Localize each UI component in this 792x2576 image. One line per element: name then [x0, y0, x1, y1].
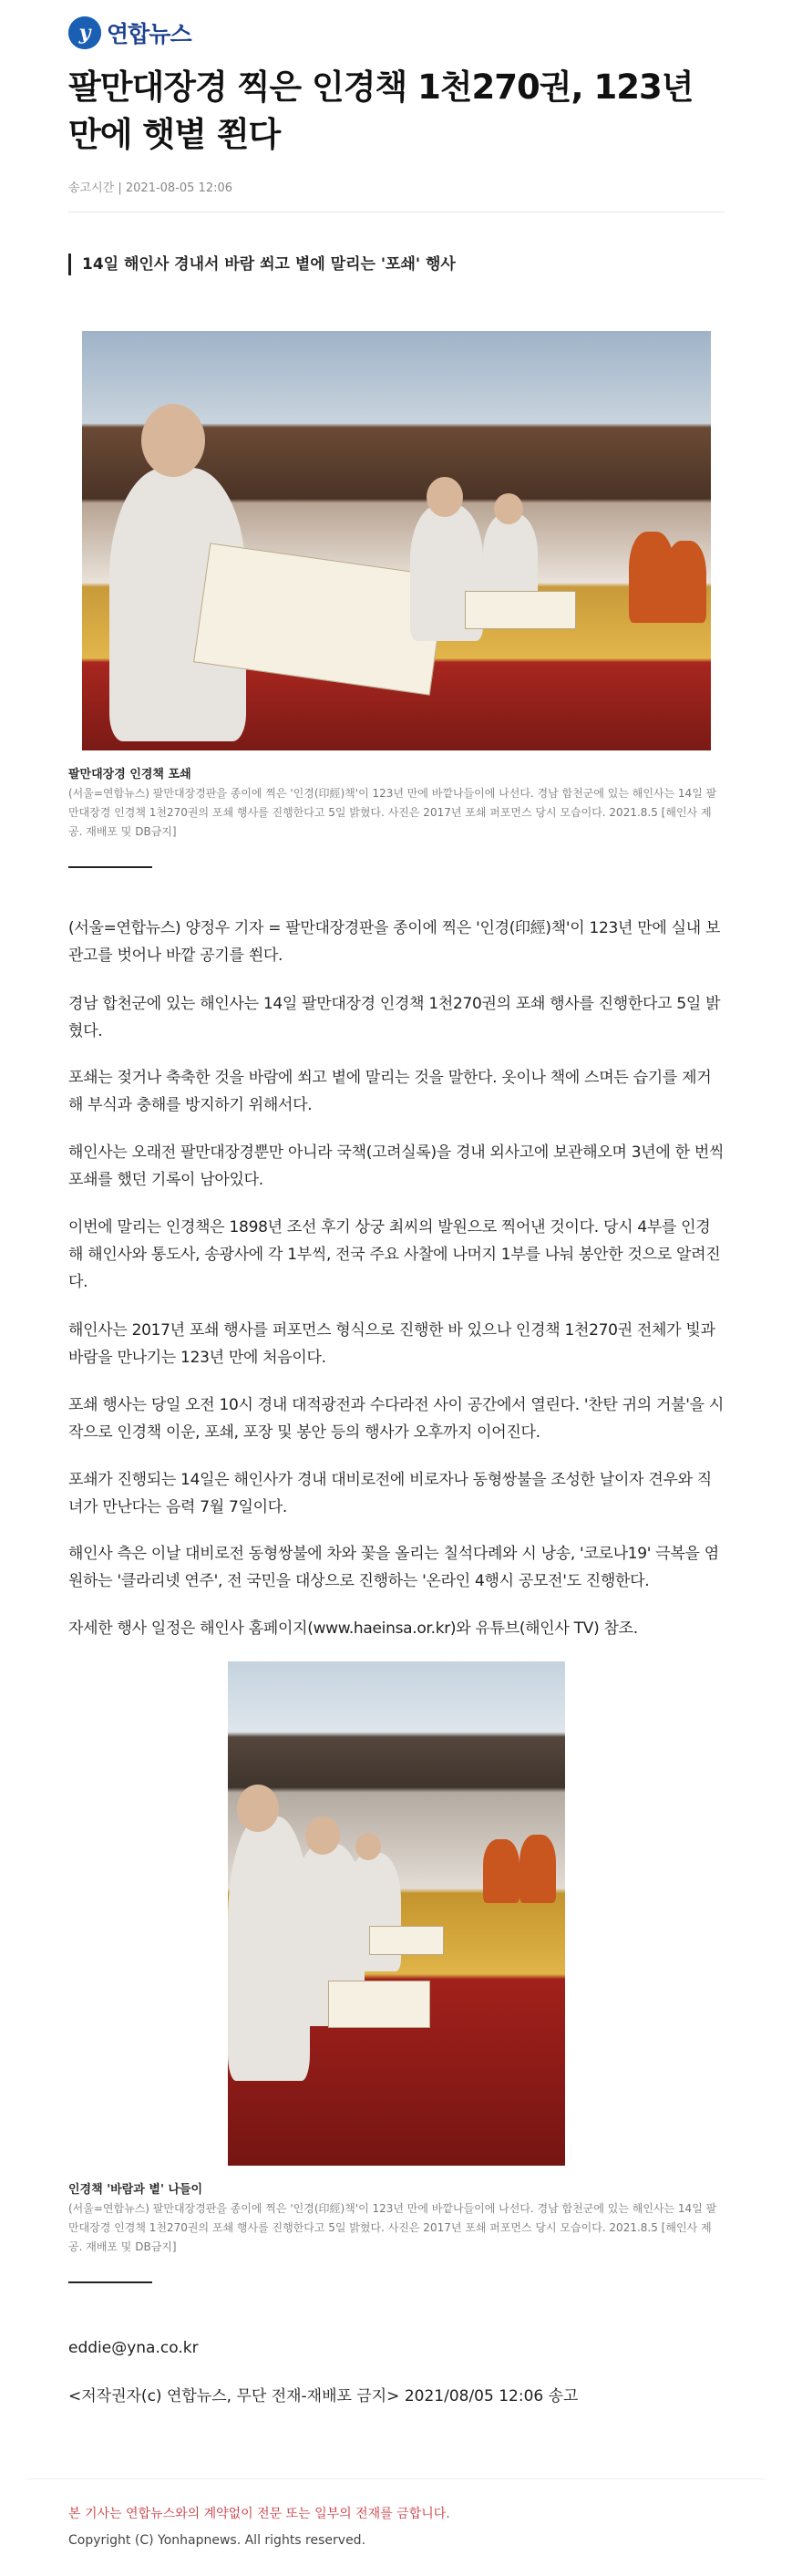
footer-divider [27, 2478, 765, 2479]
article-paragraph: 해인사 측은 이날 대비로전 동형쌍불에 차와 꽃을 올리는 칠석다례와 시 낭송, '코로나19' 극복을 염원하는 '클라리넷 연주', 전 국민을 대상으로 진행하는 '온라인 4행시 공모전'도 진행한다. [68, 1545, 719, 1590]
monk-figure [494, 493, 523, 524]
article-paragraph: 해인사는 2017년 포쇄 행사를 퍼포먼스 형식으로 진행한 바 있으나 인경책 1천270권 전체가 빛과 바람을 만나기는 123년 만에 처음이다. [68, 1321, 715, 1367]
article-photo-2[interactable] [228, 1661, 565, 2166]
article-paragraph: 이번에 말리는 인경책은 1898년 조선 후기 상궁 최씨의 발원으로 찍어낸 것이다. 당시 4부를 인경해 해인사와 통도사, 송광사에 각 1부씩, 전국 주요 사찰에 나머지 1부를 나눠 봉안한 것으로 알려진다. [68, 1218, 721, 1291]
svg-text:y: y [78, 21, 91, 45]
caption-divider [68, 2281, 152, 2283]
photo-1-caption-text: (서울=연합뉴스) 팔만대장경판을 종이에 찍은 '인경(印經)책'이 123년 만에 바깥나들이에 나선다. 경남 합천군에 있는 해인사는 14일 팔만대장경 인경책 1천270권의 포쇄 행사를 진행한다고 5일 밝혔다. 사진은 2017년 포쇄 퍼포먼스 당시 모습이다. 2021.8.5 [해인사 제공. 재배포 및 DB금지] [68, 787, 717, 838]
article-paragraph: 자세한 행사 일정은 해인사 홈페이지(www.haeinsa.or.kr)와 유튜브(해인사 TV) 참조. [68, 1619, 638, 1638]
reporter-email[interactable]: eddie@yna.co.kr [68, 2339, 199, 2357]
caption-divider [68, 866, 152, 868]
footer-warning: 본 기사는 연합뉴스와의 계약없이 전문 또는 일부의 전재를 금합니다. [68, 2507, 450, 2521]
footer-copyright: Copyright (C) Yonhapnews. All rights reserved. [68, 2533, 366, 2548]
monk-figure [427, 477, 463, 517]
publish-time: 송고시간 | 2021-08-05 12:06 [68, 181, 233, 195]
monk-figure [305, 1816, 340, 1855]
article-subheading: 14일 해인사 경내서 바람 쐬고 볕에 말리는 '포쇄' 행사 [68, 253, 738, 275]
article-copyright: <저작권자(c) 연합뉴스, 무단 전재-재배포 금지> 2021/08/05 12:06 송고 [68, 2387, 579, 2405]
brand-name: 연합뉴스 [107, 21, 191, 47]
article-paragraph: 해인사는 오래전 팔만대장경뿐만 아니라 국책(고려실록)을 경내 외사고에 보관해오며 3년에 한 번씩 포쇄를 했던 기록이 남아있다. [68, 1143, 725, 1189]
monk-figure [355, 1833, 381, 1860]
yonhap-logo-icon [68, 16, 101, 49]
article-paragraph: 포쇄는 젖거나 축축한 것을 바람에 쐬고 볕에 말리는 것을 말한다. 옷이나 책에 스며든 습기를 제거해 부식과 충해를 방지하기 위해서다. [68, 1069, 712, 1114]
photo-2-caption-title: 인경책 '바람과 볕' 나들이 [68, 2183, 203, 2197]
article-paragraph: 경남 합천군에 있는 해인사는 14일 팔만대장경 인경책 1천270권의 포쇄 행사를 진행한다고 5일 밝혔다. [68, 995, 721, 1040]
monk-figure [519, 1835, 556, 1903]
sutra-book [465, 591, 576, 629]
article-photo-1[interactable] [82, 331, 711, 750]
monk-figure [237, 1785, 279, 1832]
article-paragraph: 포쇄 행사는 당일 오전 10시 경내 대적광전과 수다라전 사이 공간에서 열린다. '찬탄 귀의 거불'을 시작으로 인경책 이운, 포쇄, 포장 및 봉안 등의 행사가 오후까지 이어진다. [68, 1396, 724, 1442]
sutra-book [328, 1981, 430, 2028]
article-paragraph: (서울=연합뉴스) 양정우 기자 = 팔만대장경판을 종이에 찍은 '인경(印經)책'이 123년 만에 실내 보관고를 벗어나 바깥 공기를 쐰다. [68, 919, 721, 965]
monk-figure [665, 541, 706, 623]
photo-1-caption-title: 팔만대장경 인경책 포쇄 [68, 768, 191, 781]
article-headline: 팔만대장경 찍은 인경책 1천270권, 123년만에 햇볕 쬔다 [68, 67, 694, 154]
monk-figure [483, 1839, 519, 1903]
sutra-book [369, 1926, 444, 1955]
monk-figure [141, 404, 205, 477]
brand-logo[interactable] [68, 16, 191, 49]
photo-2-caption-text: (서울=연합뉴스) 팔만대장경판을 종이에 찍은 '인경(印經)책'이 123년 만에 바깥나들이에 나선다. 경남 합천군에 있는 해인사는 14일 팔만대장경 인경책 1천270권의 포쇄 행사를 진행한다고 5일 밝혔다. 사진은 2017년 포쇄 퍼포먼스 당시 모습이다. 2021.8.5 [해인사 제공. 재배포 및 DB금지] [68, 2202, 717, 2253]
article-paragraph: 포쇄가 진행되는 14일은 해인사가 경내 대비로전에 비로자나 동형쌍불을 조성한 날이자 견우와 직녀가 만난다는 음력 7월 7일이다. [68, 1471, 712, 1516]
